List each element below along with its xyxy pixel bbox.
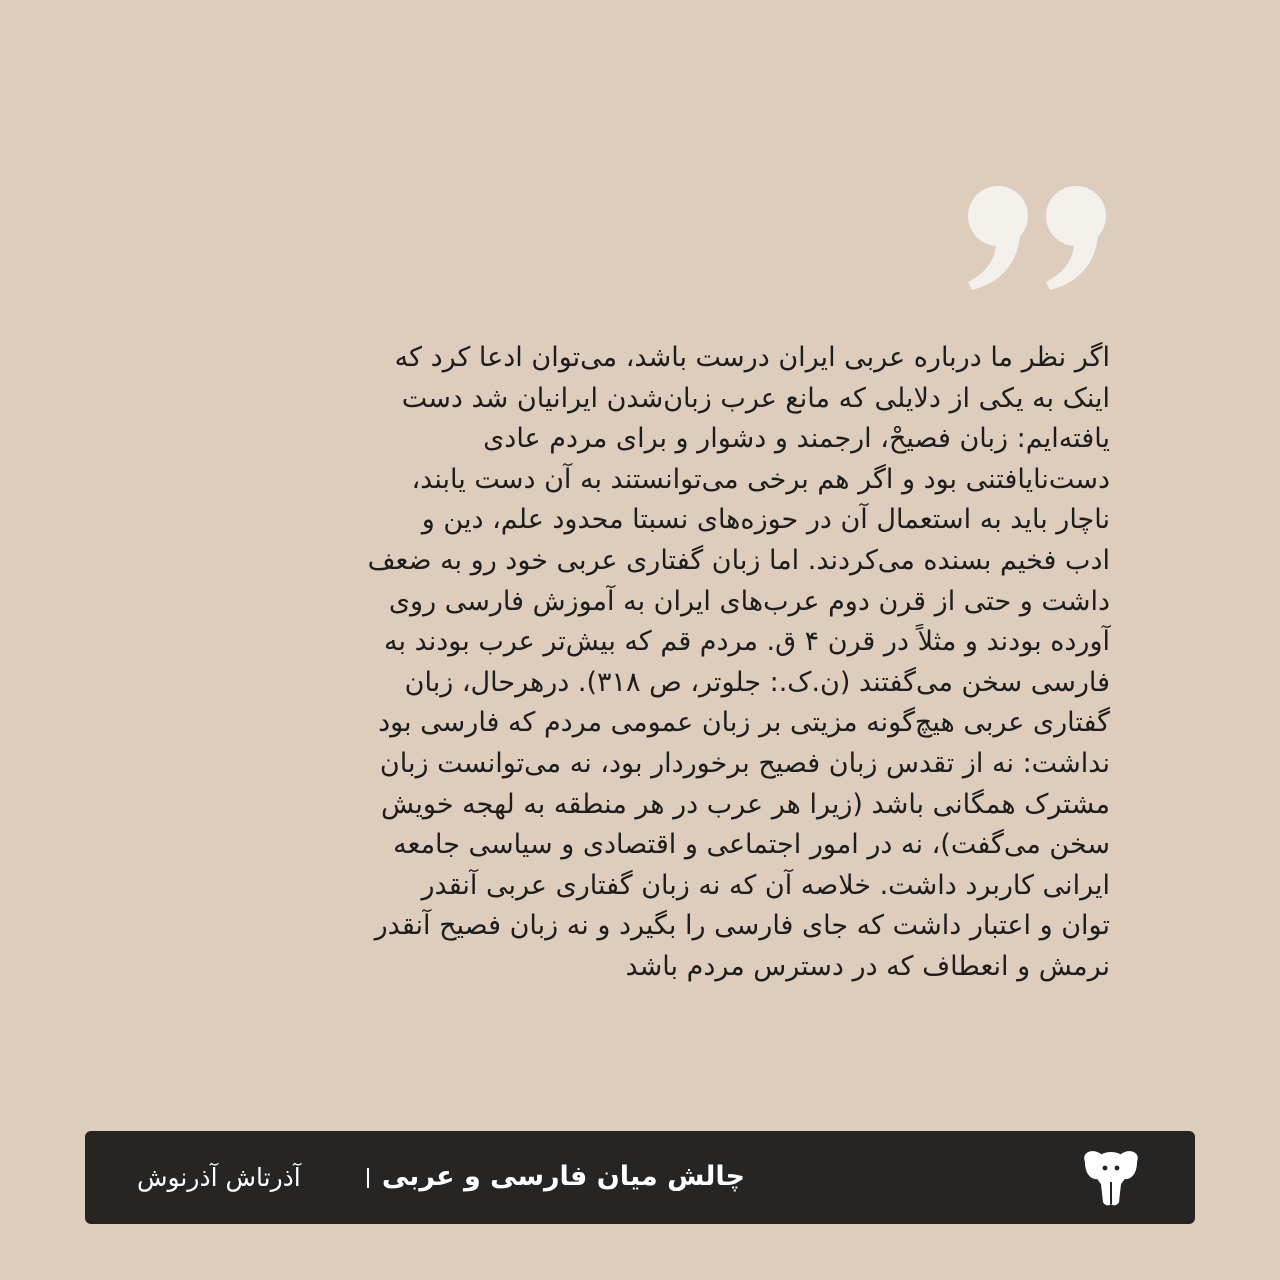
- quote-line: یافته‌ایم: زبان فصیحْ، ارجمند و دشوار و برای مردم عادی: [483, 423, 1110, 455]
- quote-line: ایرانی کاربرد داشت. خلاصه آن که نه زبان گفتاری عربی آنقدر: [421, 869, 1110, 901]
- quote-line: ادب فخیم بسنده می‌کردند. اما زبان گفتاری عربی خود رو به ضعف: [367, 544, 1110, 576]
- footer-bar: [85, 1131, 1195, 1224]
- quote-line: ناچار باید به استعمال آن در حوزه‌های نسبتا محدود علم، دین و: [421, 504, 1110, 536]
- author-name: آذرتاش آذرنوش: [137, 1163, 301, 1192]
- quote-line: داشت و حتی از قرن دوم عرب‌های ایران به آموزش فارسی روی: [388, 585, 1110, 617]
- quote-line: سخن می‌گفت)، نه در امور اجتماعی و اقتصادی و سیاسی جامعه: [393, 829, 1110, 861]
- quote-line: توان و اعتبار داشت که جای فارسی را بگیرد و نه زبان فصیح آنقدر: [374, 910, 1110, 942]
- title-author-divider: [367, 1168, 369, 1188]
- elephant-icon: [1079, 1148, 1143, 1208]
- quote-line: اینک به یکی از دلایلی که مانع عرب زبان‌شدن ایرانیان شد دست: [401, 382, 1110, 414]
- quote-line: دست‌نایافتنی بود و اگر هم برخی می‌توانستند به آن دست یابند،: [411, 463, 1110, 495]
- quote-line: آورده بودند و مثلاً در قرن ۴ ق. مردم قم که بیش‌تر عرب بودند به: [384, 626, 1110, 658]
- quote-line: نرمش و انعطاف که در دسترس مردم باشد: [625, 950, 1110, 982]
- quotation-mark-icon: [962, 186, 1112, 292]
- quote-line: فارسی سخن می‌گفتند (ن.ک.: جلوتر، ص ۳۱۸). درهرحال، زبان: [404, 666, 1110, 698]
- quote-line: نداشت: نه از تقدس زبان فصیح برخوردار بود، نه می‌توانست زبان: [379, 747, 1110, 779]
- quote-line: گفتاری عربی هیچ‌گونه مزیتی بر زبان عمومی مردم که فارسی بود: [378, 707, 1110, 739]
- quote-line: مشترک همگانی باشد (زیرا هر عرب در هر منطقه به لهجه خویش: [381, 788, 1110, 820]
- quote-text: [160, 338, 1110, 988]
- book-title: چالش میان فارسی و عربی: [381, 1161, 745, 1192]
- quote-line: اگر نظر ما درباره عربی ایران درست باشد، می‌توان ادعا کرد که: [394, 342, 1110, 373]
